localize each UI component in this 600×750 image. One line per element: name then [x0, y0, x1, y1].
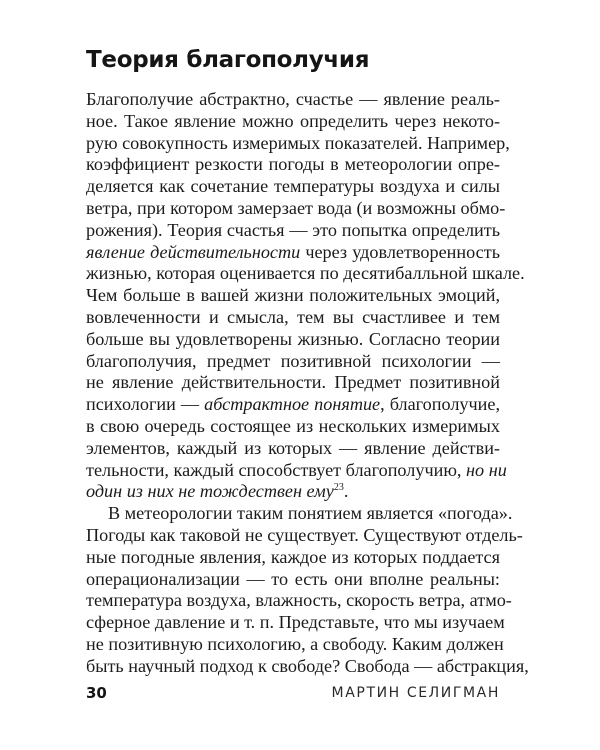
text-line	[86, 242, 500, 264]
italic-phrase: абстрактное понятие	[204, 394, 381, 415]
text-line: коэффициент резкости погоды в метеорологии опре-	[86, 154, 500, 175]
text-line: операционализации — то есть они вполне реальны:	[86, 568, 500, 589]
text-line	[86, 481, 500, 503]
page-footer	[86, 684, 500, 706]
text-line: больше вы удовлетворены жизнью. Согласно теории	[86, 328, 500, 349]
text-line: элементов, каждый из которых — явление действи-	[86, 437, 500, 458]
text-line: ные погодные явления, каждое из которых поддается	[86, 546, 500, 567]
text-line	[86, 394, 500, 416]
text-line: В метеорологии таким понятием является «погода».	[108, 503, 513, 524]
text-line: не позитивную психологию, а свободу. Каким должен	[86, 633, 504, 654]
text-line: ветра, при котором замерзает вода (и возможны обмо-	[86, 197, 506, 218]
section-heading: Теория благополучия	[86, 47, 370, 73]
text-line: сферное давление и т. п. Представьте, что мы изучаем	[86, 612, 505, 633]
text-line: Благополучие абстрактно, счастье — явление реаль-	[86, 89, 500, 109]
text-fragment: .	[343, 481, 349, 502]
text-line: рую совокупность измеримых показателей. Например,	[86, 132, 510, 153]
text-line: вовлеченности и смысла, тем вы счастливее и тем	[86, 306, 500, 327]
body-text	[86, 89, 529, 678]
text-fragment: психологии —	[86, 394, 205, 415]
text-fragment: через удовлетворенность	[300, 241, 500, 262]
text-line: не явление действительности. Предмет позитивной	[86, 372, 500, 393]
paragraph-2	[86, 503, 529, 677]
italic-phrase: один из них не тождествен ему	[86, 481, 334, 502]
text-line: ное. Такое явление можно определить через некото-	[86, 110, 500, 131]
text-line: быть научный подход к свободе? Свобода — абстракция,	[86, 655, 529, 676]
text-line: жизнью, которая оценивается по десятибалльной шкале.	[86, 263, 525, 284]
text-fragment: , благополучие,	[380, 394, 501, 415]
running-head-author: МАРТИН СЕЛИГМАН	[331, 685, 500, 701]
text-line: в свою очередь состоящее из нескольких измеримых	[86, 415, 500, 436]
text-line: благополучия, предмет позитивной психологии —	[86, 350, 500, 371]
italic-phrase: явление действительности	[86, 241, 301, 262]
text-line: рожения). Теория счастья — это попытка определить	[86, 219, 500, 240]
text-line: Чем больше в вашей жизни положительных эмоций,	[86, 285, 500, 306]
paragraph-1	[86, 89, 525, 503]
page-number: 30	[86, 684, 107, 702]
text-fragment: тельности, каждый способствует благополучию,	[86, 459, 467, 480]
text-line: температура воздуха, влажность, скорость ветра, атмо-	[86, 590, 512, 611]
italic-phrase: но ни	[466, 459, 507, 480]
text-line: деляется как сочетание температуры воздуха и силы	[86, 176, 500, 197]
text-line: Погоды как таковой не существует. Существуют отдель-	[86, 524, 523, 545]
footnote-ref[interactable]: 23	[333, 482, 344, 494]
text-line	[86, 459, 507, 482]
